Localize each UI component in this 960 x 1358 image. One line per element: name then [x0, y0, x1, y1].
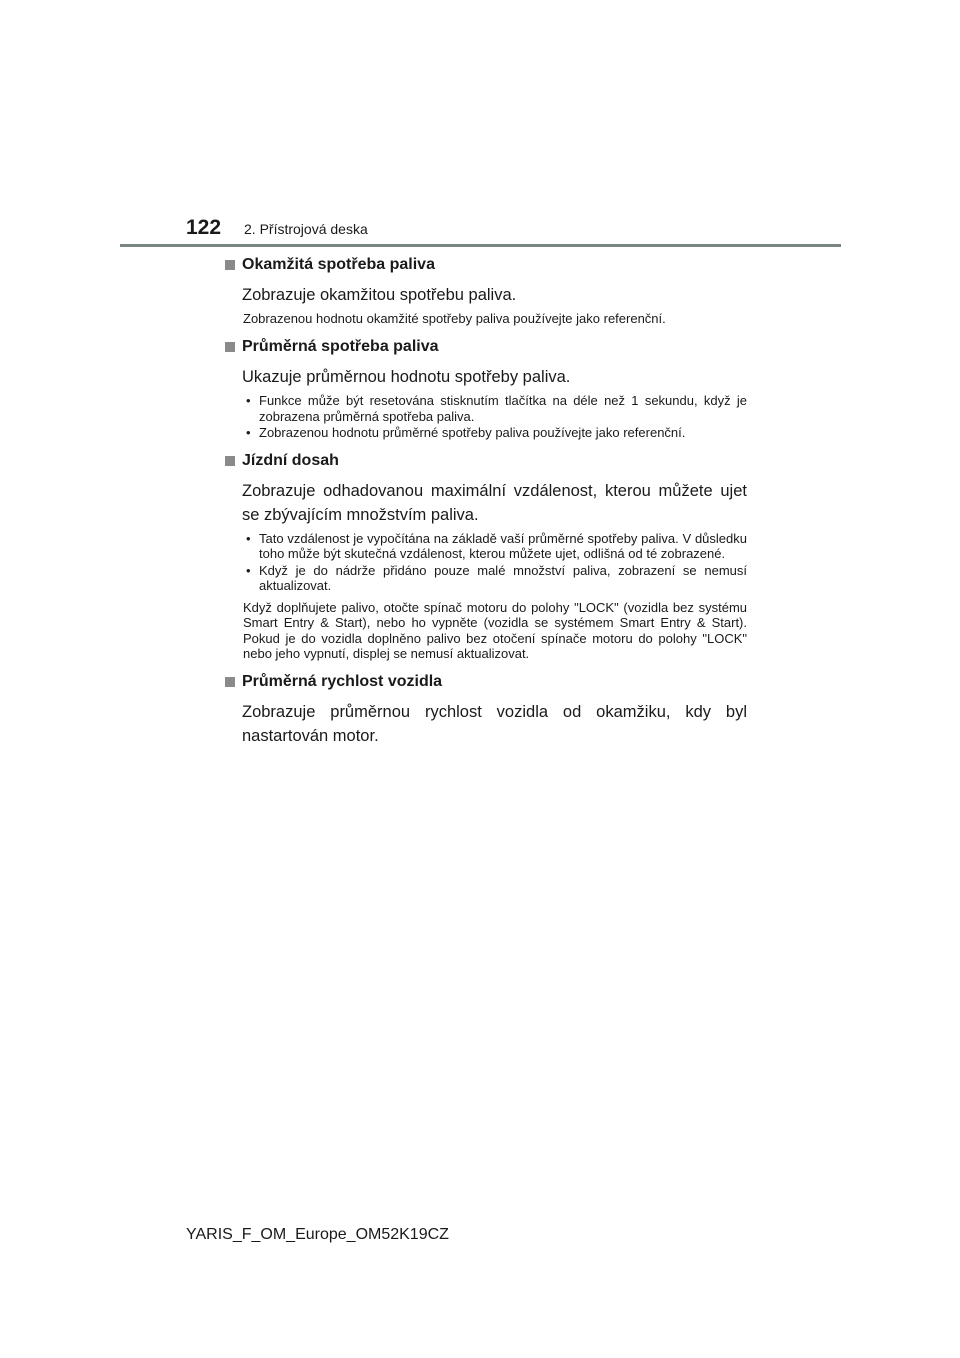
section-average-fuel: [225, 337, 747, 441]
document-code: YARIS_F_OM_Europe_OM52K19CZ: [186, 1226, 449, 1243]
bullet-list: [243, 531, 747, 594]
section-lead: Zobrazuje odhadovanou maximální vzdálenost, kterou můžete ujet se zbývajícím množstvím paliva.: [242, 481, 747, 524]
section-paragraph: Když doplňujete palivo, otočte spínač motoru do polohy "LOCK" (vozidla bez systému Smart Entry & Start), nebo ho vypněte (vozidla se systémem Smart Entry & Start). Pokud je do vozidla doplněno palivo bez otočení spínače motoru do polohy "LOCK" nebo jeho vypnutí, displej se nemusí aktualizovat.: [243, 599, 747, 661]
section-title: Okamžitá spotřeba paliva: [242, 256, 435, 273]
section-title: Průměrná spotřeba paliva: [242, 338, 439, 355]
list-item: • Když je do nádrže přidáno pouze malé množství paliva, zobrazení se nemusí aktualizovat.: [243, 563, 747, 594]
section-title: Jízdní dosah: [242, 451, 339, 469]
square-bullet-icon: [225, 456, 235, 466]
list-item: • Funkce může být resetována stisknutím tlačítka na déle než 1 sekundu, když je zobrazena průměrná spotřeba paliva.: [243, 393, 747, 424]
section-lead: Zobrazuje průměrnou rychlost vozidla od okamžiku, kdy byl nastartován motor.: [242, 702, 747, 745]
chapter-title: 2. Přístrojová deska: [244, 221, 368, 237]
section-heading: [225, 255, 747, 275]
section-lead: Zobrazuje okamžitou spotřebu paliva.: [242, 286, 517, 304]
section-heading: [225, 672, 747, 692]
bullet-list: [243, 393, 747, 441]
section-driving-range: [225, 451, 747, 662]
section-instant-fuel: [225, 255, 747, 327]
section-note: Zobrazenou hodnotu okamžité spotřeby paliva používejte jako referenční.: [243, 311, 666, 326]
square-bullet-icon: [225, 342, 235, 352]
section-average-speed: [225, 672, 747, 748]
page-number: 122: [186, 216, 222, 239]
square-bullet-icon: [225, 260, 235, 270]
square-bullet-icon: [225, 677, 235, 687]
section-heading: [225, 337, 747, 357]
section-heading: [225, 451, 747, 471]
section-lead: Ukazuje průměrnou hodnotu spotřeby paliva.: [242, 368, 571, 386]
list-item: • Tato vzdálenost je vypočítána na základě vaší průměrné spotřeby paliva. V důsledku toho může být skutečná vzdálenost, kterou můžete ujet, odlišná od té zobrazené.: [243, 531, 747, 562]
section-title: Průměrná rychlost vozidla: [242, 672, 443, 690]
page-content: [225, 255, 747, 758]
header-divider: [120, 244, 841, 247]
list-item: • Zobrazenou hodnotu průměrné spotřeby paliva používejte jako referenční.: [243, 425, 747, 441]
